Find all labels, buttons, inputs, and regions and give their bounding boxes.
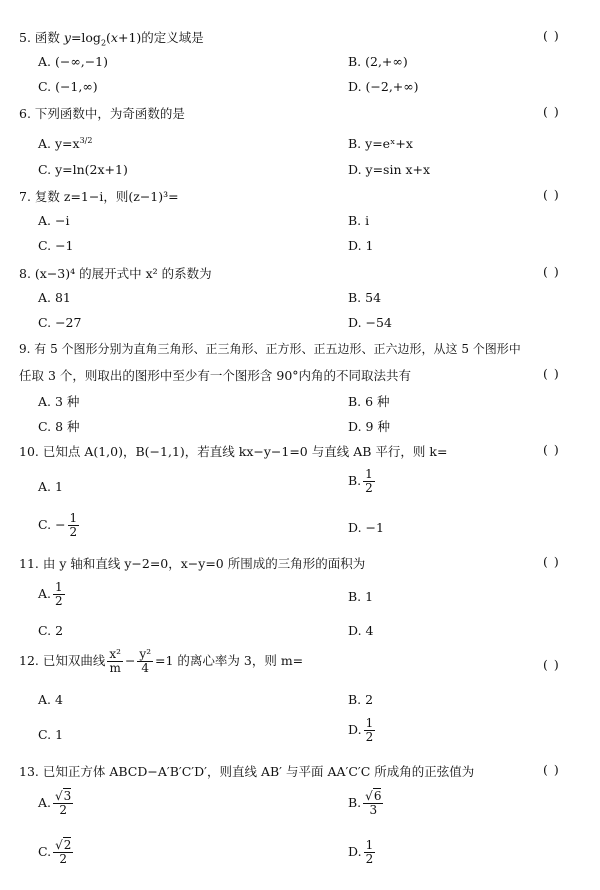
option-13d[interactable]: D. $\frac{1}{2}$ <box>348 838 374 866</box>
question-6: 6. 下列函数中，为奇函数的是 <box>19 106 185 121</box>
question-9-line-1: 9. 有 5 个图形分别为直角三角形、正三角形、正方形、正五边形、正六边形，从这 5 个图形中 <box>19 342 521 356</box>
question-12: 12. 已知双曲线 $\frac{\text{x²}}{m}$ − $\frac{\text{y²}}{4}$ =1 的离心率为 3，则 m= <box>19 647 304 675</box>
option-9b[interactable]: B. 6 种 <box>348 394 390 409</box>
answer-bracket-9[interactable]: ( ) <box>543 366 560 381</box>
question-11: 11. 由 y 轴和直线 y−2=0，x−y=0 所围成的三角形的面积为 <box>19 556 366 571</box>
fraction: $\frac{1}{2}$ <box>69 511 78 539</box>
option-9c[interactable]: C. 8 种 <box>38 419 80 434</box>
answer-bracket-10[interactable]: ( ) <box>543 442 560 457</box>
option-7d[interactable]: D. 1 <box>348 238 374 253</box>
option-13c[interactable]: C. $\frac{√2}{2}$ <box>38 838 72 866</box>
option-6b[interactable]: B. y=eˣ+x <box>348 136 413 151</box>
answer-bracket-7[interactable]: ( ) <box>543 187 560 202</box>
option-13a[interactable]: A. $\frac{√3}{2}$ <box>38 789 72 817</box>
question-5: 5. 函数 $y=\log_2(x+1)$的定义域是 <box>19 30 204 48</box>
answer-bracket-12[interactable]: ( ) <box>543 657 560 672</box>
fraction-x2-m: $\frac{\text{x²}}{m}$ <box>109 647 121 675</box>
option-7b[interactable]: B. i <box>348 213 370 228</box>
option-10a[interactable]: A. 1 <box>38 479 63 494</box>
option-5c[interactable]: C. (−1,∞) <box>38 79 98 94</box>
option-11a[interactable]: A. $\frac{1}{2}$ <box>38 580 63 608</box>
fraction: $\frac{1}{2}$ <box>365 716 374 744</box>
option-5a[interactable]: A. (−∞,−1) <box>38 54 109 69</box>
option-6d[interactable]: D. y=sin x+x <box>348 162 431 177</box>
option-9a[interactable]: A. 3 种 <box>38 394 80 409</box>
question-8: 8. (x−3)⁴ 的展开式中 x² 的系数为 <box>19 266 212 281</box>
option-12a[interactable]: A. 4 <box>38 692 63 707</box>
option-12b[interactable]: B. 2 <box>348 692 374 707</box>
option-8a[interactable]: A. 81 <box>38 290 71 305</box>
option-10b[interactable]: B. $\frac{1}{2}$ <box>348 467 373 495</box>
question-10: 10. 已知点 A(1,0)，B(−1,1)，若直线 kx−y−1=0 与直线 AB 平行，则 k= <box>19 444 448 459</box>
option-7a[interactable]: A. −i <box>38 213 70 228</box>
option-8d[interactable]: D. −54 <box>348 315 392 330</box>
answer-bracket-8[interactable]: ( ) <box>543 264 560 279</box>
fraction-y2-4: $\frac{\text{y²}}{4}$ <box>139 647 152 675</box>
fraction-1-2: $\frac{1}{2}$ <box>365 838 374 866</box>
option-6c[interactable]: C. y=ln(2x+1) <box>38 162 128 177</box>
option-13b[interactable]: B. $\frac{√6}{3}$ <box>348 789 382 817</box>
option-5b[interactable]: B. (2,+∞) <box>348 54 408 69</box>
answer-bracket-6[interactable]: ( ) <box>543 104 560 119</box>
fraction: $\frac{1}{2}$ <box>55 580 63 608</box>
option-6a[interactable]: A. $y=x^{3/2}$ <box>38 135 93 151</box>
answer-bracket-5[interactable]: ( ) <box>543 28 560 43</box>
question-7: 7. 复数 z=1−i，则(z−1)³= <box>19 189 179 204</box>
option-11b[interactable]: B. 1 <box>348 589 374 604</box>
option-7c[interactable]: C. −1 <box>38 238 74 253</box>
option-8c[interactable]: C. −27 <box>38 315 82 330</box>
fraction-sqrt6-3: $\frac{√6}{3}$ <box>365 789 382 817</box>
answer-bracket-13[interactable]: ( ) <box>543 762 560 777</box>
option-11c[interactable]: C. 2 <box>38 623 64 638</box>
option-9d[interactable]: D. 9 种 <box>348 419 390 434</box>
option-10c[interactable]: C. − $\frac{1}{2}$ <box>38 511 78 539</box>
fraction: $\frac{1}{2}$ <box>365 467 373 495</box>
option-12d[interactable]: D. $\frac{1}{2}$ <box>348 716 374 744</box>
fraction-sqrt3-2: $\frac{√3}{2}$ <box>55 789 72 817</box>
option-5d[interactable]: D. (−2,+∞) <box>348 79 419 94</box>
question-13: 13. 已知正方体 ABCD−A′B′C′D′，则直线 AB′ 与平面 AA′C′C 所成角的正弦值为 <box>19 764 475 779</box>
option-11d[interactable]: D. 4 <box>348 623 374 638</box>
answer-bracket-11[interactable]: ( ) <box>543 554 560 569</box>
question-9-line-2: 任取 3 个，则取出的图形中至少有一个图形含 90°内角的不同取法共有 <box>19 368 412 383</box>
fraction-sqrt2-2: $\frac{√2}{2}$ <box>55 838 72 866</box>
option-10d[interactable]: D. −1 <box>348 520 384 535</box>
option-12c[interactable]: C. 1 <box>38 727 64 742</box>
option-8b[interactable]: B. 54 <box>348 290 382 305</box>
exponent: 3/2 <box>79 135 93 145</box>
